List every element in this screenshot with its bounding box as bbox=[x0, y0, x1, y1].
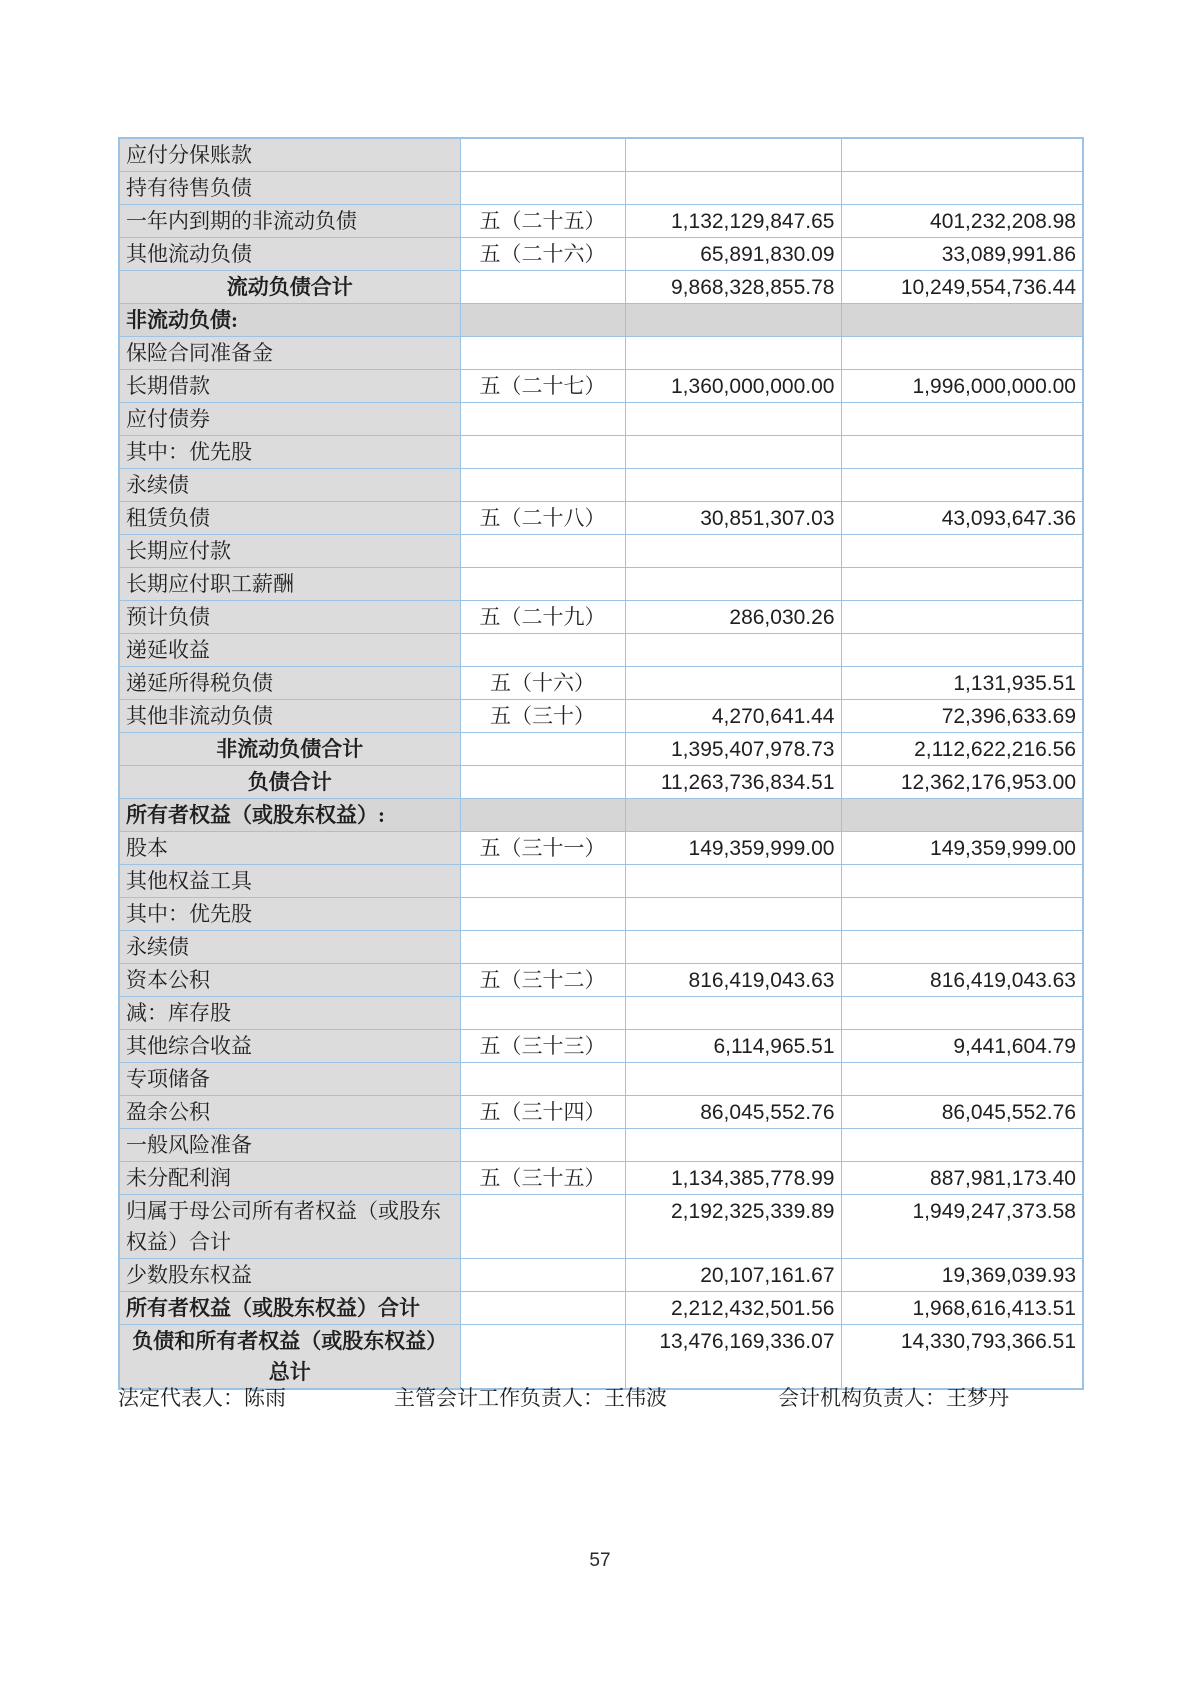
note-reference bbox=[460, 997, 625, 1030]
amount-current-period: 30,851,307.03 bbox=[625, 502, 841, 535]
amount-prior-period bbox=[841, 865, 1083, 898]
item-label: 保险合同准备金 bbox=[119, 337, 460, 370]
note-reference: 五（二十九） bbox=[460, 601, 625, 634]
balance-sheet-body bbox=[119, 138, 1083, 1389]
amount-current-period bbox=[625, 535, 841, 568]
amount-current-period bbox=[625, 667, 841, 700]
table-row bbox=[119, 766, 1083, 799]
item-label: 应付债券 bbox=[119, 403, 460, 436]
table-row bbox=[119, 138, 1083, 172]
amount-prior-period: 1,996,000,000.00 bbox=[841, 370, 1083, 403]
amount-current-period: 1,395,407,978.73 bbox=[625, 733, 841, 766]
table-row bbox=[119, 271, 1083, 304]
amount-current-period bbox=[625, 304, 841, 337]
table-row bbox=[119, 1292, 1083, 1325]
amount-prior-period bbox=[841, 997, 1083, 1030]
section-header-row bbox=[119, 304, 1083, 337]
amount-prior-period bbox=[841, 337, 1083, 370]
signatories-line bbox=[118, 1382, 1082, 1414]
item-label: 一般风险准备 bbox=[119, 1129, 460, 1162]
amount-prior-period: 19,369,039.93 bbox=[841, 1259, 1083, 1292]
amount-prior-period: 12,362,176,953.00 bbox=[841, 766, 1083, 799]
amount-prior-period: 1,131,935.51 bbox=[841, 667, 1083, 700]
amount-current-period bbox=[625, 799, 841, 832]
item-label: 减：库存股 bbox=[119, 997, 460, 1030]
item-label: 其他权益工具 bbox=[119, 865, 460, 898]
note-reference bbox=[460, 1195, 625, 1259]
amount-prior-period bbox=[841, 436, 1083, 469]
note-reference: 五（二十五） bbox=[460, 205, 625, 238]
table-row bbox=[119, 865, 1083, 898]
note-reference bbox=[460, 931, 625, 964]
table-row bbox=[119, 205, 1083, 238]
item-label: 非流动负债: bbox=[119, 304, 460, 337]
note-reference bbox=[460, 799, 625, 832]
table-row bbox=[119, 898, 1083, 931]
item-label: 递延收益 bbox=[119, 634, 460, 667]
amount-current-period bbox=[625, 898, 841, 931]
table-row bbox=[119, 436, 1083, 469]
amount-prior-period bbox=[841, 1129, 1083, 1162]
item-label: 预计负债 bbox=[119, 601, 460, 634]
item-label: 所有者权益（或股东权益）合计 bbox=[119, 1292, 460, 1325]
table-row bbox=[119, 1129, 1083, 1162]
amount-current-period bbox=[625, 172, 841, 205]
amount-current-period: 2,212,432,501.56 bbox=[625, 1292, 841, 1325]
balance-sheet-table bbox=[118, 137, 1084, 1390]
item-label: 租赁负债 bbox=[119, 502, 460, 535]
table-row bbox=[119, 634, 1083, 667]
amount-current-period bbox=[625, 568, 841, 601]
item-label: 永续债 bbox=[119, 931, 460, 964]
item-label: 股本 bbox=[119, 832, 460, 865]
amount-current-period: 65,891,830.09 bbox=[625, 238, 841, 271]
amount-prior-period bbox=[841, 931, 1083, 964]
amount-prior-period: 86,045,552.76 bbox=[841, 1096, 1083, 1129]
amount-current-period bbox=[625, 997, 841, 1030]
item-label: 其他流动负债 bbox=[119, 238, 460, 271]
note-reference bbox=[460, 469, 625, 502]
item-label: 长期应付款 bbox=[119, 535, 460, 568]
table-row bbox=[119, 1030, 1083, 1063]
note-reference bbox=[460, 138, 625, 172]
table-row bbox=[119, 1195, 1083, 1259]
amount-prior-period bbox=[841, 799, 1083, 832]
amount-current-period bbox=[625, 931, 841, 964]
amount-current-period: 86,045,552.76 bbox=[625, 1096, 841, 1129]
amount-prior-period: 887,981,173.40 bbox=[841, 1162, 1083, 1195]
table-row bbox=[119, 238, 1083, 271]
amount-prior-period bbox=[841, 535, 1083, 568]
table-row bbox=[119, 172, 1083, 205]
item-label: 递延所得税负债 bbox=[119, 667, 460, 700]
item-label: 负债和所有者权益（或股东权益）总计 bbox=[119, 1325, 460, 1390]
table-row bbox=[119, 1259, 1083, 1292]
table-row bbox=[119, 700, 1083, 733]
amount-current-period bbox=[625, 1063, 841, 1096]
chief-accounting-officer-label: 主管会计工作负责人：王伟波 bbox=[394, 1386, 667, 1410]
amount-current-period: 149,359,999.00 bbox=[625, 832, 841, 865]
item-label: 少数股东权益 bbox=[119, 1259, 460, 1292]
table-row bbox=[119, 469, 1083, 502]
item-label: 非流动负债合计 bbox=[119, 733, 460, 766]
item-label: 长期借款 bbox=[119, 370, 460, 403]
note-reference: 五（二十七） bbox=[460, 370, 625, 403]
table-row bbox=[119, 733, 1083, 766]
table-row bbox=[119, 568, 1083, 601]
amount-prior-period: 2,112,622,216.56 bbox=[841, 733, 1083, 766]
item-label: 永续债 bbox=[119, 469, 460, 502]
note-reference bbox=[460, 304, 625, 337]
table-row bbox=[119, 1325, 1083, 1390]
table-row bbox=[119, 931, 1083, 964]
note-reference bbox=[460, 1129, 625, 1162]
item-label: 应付分保账款 bbox=[119, 138, 460, 172]
item-label: 负债合计 bbox=[119, 766, 460, 799]
note-reference bbox=[460, 766, 625, 799]
note-reference: 五（三十二） bbox=[460, 964, 625, 997]
page-number: 57 bbox=[589, 1550, 611, 1571]
amount-current-period bbox=[625, 436, 841, 469]
note-reference bbox=[460, 1063, 625, 1096]
note-reference: 五（三十一） bbox=[460, 832, 625, 865]
note-reference: 五（二十八） bbox=[460, 502, 625, 535]
amount-prior-period: 1,949,247,373.58 bbox=[841, 1195, 1083, 1259]
note-reference: 五（三十五） bbox=[460, 1162, 625, 1195]
amount-current-period: 816,419,043.63 bbox=[625, 964, 841, 997]
table-row bbox=[119, 997, 1083, 1030]
note-reference: 五（三十） bbox=[460, 700, 625, 733]
note-reference bbox=[460, 634, 625, 667]
note-reference bbox=[460, 1259, 625, 1292]
item-label: 其他非流动负债 bbox=[119, 700, 460, 733]
amount-current-period bbox=[625, 337, 841, 370]
note-reference bbox=[460, 1292, 625, 1325]
amount-prior-period: 401,232,208.98 bbox=[841, 205, 1083, 238]
item-label: 所有者权益（或股东权益）: bbox=[119, 799, 460, 832]
note-reference bbox=[460, 535, 625, 568]
note-reference: 五（十六） bbox=[460, 667, 625, 700]
amount-prior-period: 72,396,633.69 bbox=[841, 700, 1083, 733]
amount-current-period bbox=[625, 634, 841, 667]
note-reference bbox=[460, 568, 625, 601]
item-label: 其中：优先股 bbox=[119, 436, 460, 469]
note-reference bbox=[460, 1325, 625, 1390]
item-label: 专项储备 bbox=[119, 1063, 460, 1096]
amount-current-period: 13,476,169,336.07 bbox=[625, 1325, 841, 1390]
amount-prior-period bbox=[841, 138, 1083, 172]
table-row bbox=[119, 337, 1083, 370]
note-reference bbox=[460, 172, 625, 205]
item-label: 一年内到期的非流动负债 bbox=[119, 205, 460, 238]
note-reference bbox=[460, 337, 625, 370]
amount-prior-period: 43,093,647.36 bbox=[841, 502, 1083, 535]
amount-prior-period bbox=[841, 898, 1083, 931]
table-row bbox=[119, 535, 1083, 568]
table-row bbox=[119, 502, 1083, 535]
legal-representative-label: 法定代表人：陈雨 bbox=[118, 1386, 286, 1410]
note-reference: 五（二十六） bbox=[460, 238, 625, 271]
amount-current-period: 9,868,328,855.78 bbox=[625, 271, 841, 304]
amount-current-period bbox=[625, 138, 841, 172]
table-row bbox=[119, 370, 1083, 403]
amount-prior-period: 33,089,991.86 bbox=[841, 238, 1083, 271]
amount-prior-period bbox=[841, 1063, 1083, 1096]
item-label: 未分配利润 bbox=[119, 1162, 460, 1195]
note-reference: 五（三十三） bbox=[460, 1030, 625, 1063]
amount-prior-period: 816,419,043.63 bbox=[841, 964, 1083, 997]
note-reference bbox=[460, 865, 625, 898]
amount-prior-period: 10,249,554,736.44 bbox=[841, 271, 1083, 304]
amount-prior-period bbox=[841, 304, 1083, 337]
amount-prior-period: 149,359,999.00 bbox=[841, 832, 1083, 865]
note-reference bbox=[460, 436, 625, 469]
table-row bbox=[119, 964, 1083, 997]
amount-current-period bbox=[625, 403, 841, 436]
amount-prior-period bbox=[841, 634, 1083, 667]
amount-current-period: 11,263,736,834.51 bbox=[625, 766, 841, 799]
note-reference bbox=[460, 271, 625, 304]
table-row bbox=[119, 832, 1083, 865]
item-label: 其他综合收益 bbox=[119, 1030, 460, 1063]
amount-prior-period bbox=[841, 469, 1083, 502]
amount-current-period: 1,360,000,000.00 bbox=[625, 370, 841, 403]
amount-current-period: 286,030.26 bbox=[625, 601, 841, 634]
table-row bbox=[119, 1162, 1083, 1195]
amount-current-period bbox=[625, 469, 841, 502]
amount-current-period bbox=[625, 865, 841, 898]
amount-current-period: 6,114,965.51 bbox=[625, 1030, 841, 1063]
table-row bbox=[119, 1096, 1083, 1129]
amount-current-period: 2,192,325,339.89 bbox=[625, 1195, 841, 1259]
table-row bbox=[119, 667, 1083, 700]
amount-prior-period bbox=[841, 601, 1083, 634]
amount-current-period: 1,132,129,847.65 bbox=[625, 205, 841, 238]
note-reference: 五（三十四） bbox=[460, 1096, 625, 1129]
amount-prior-period: 9,441,604.79 bbox=[841, 1030, 1083, 1063]
amount-prior-period: 14,330,793,366.51 bbox=[841, 1325, 1083, 1390]
accounting-department-head-label: 会计机构负责人：王梦丹 bbox=[778, 1386, 1009, 1410]
item-label: 持有待售负债 bbox=[119, 172, 460, 205]
amount-prior-period bbox=[841, 403, 1083, 436]
item-label: 长期应付职工薪酬 bbox=[119, 568, 460, 601]
amount-prior-period: 1,968,616,413.51 bbox=[841, 1292, 1083, 1325]
item-label: 归属于母公司所有者权益（或股东权益）合计 bbox=[119, 1195, 460, 1259]
table-row bbox=[119, 601, 1083, 634]
amount-current-period: 20,107,161.67 bbox=[625, 1259, 841, 1292]
note-reference bbox=[460, 733, 625, 766]
item-label: 盈余公积 bbox=[119, 1096, 460, 1129]
item-label: 资本公积 bbox=[119, 964, 460, 997]
section-header-row bbox=[119, 799, 1083, 832]
table-row bbox=[119, 403, 1083, 436]
amount-prior-period bbox=[841, 568, 1083, 601]
note-reference bbox=[460, 898, 625, 931]
item-label: 流动负债合计 bbox=[119, 271, 460, 304]
item-label: 其中：优先股 bbox=[119, 898, 460, 931]
amount-prior-period bbox=[841, 172, 1083, 205]
amount-current-period bbox=[625, 1129, 841, 1162]
amount-current-period: 4,270,641.44 bbox=[625, 700, 841, 733]
note-reference bbox=[460, 403, 625, 436]
table-row bbox=[119, 1063, 1083, 1096]
amount-current-period: 1,134,385,778.99 bbox=[625, 1162, 841, 1195]
